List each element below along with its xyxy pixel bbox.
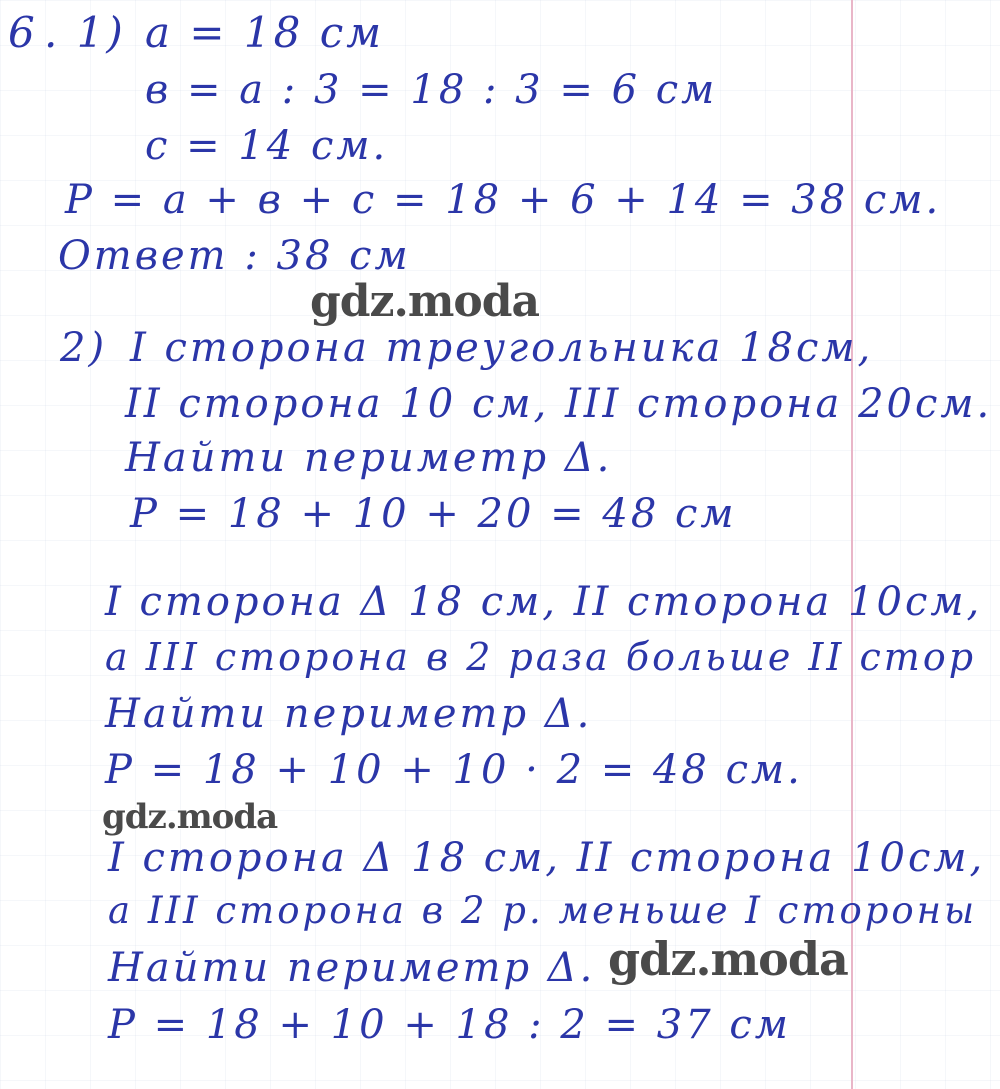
part1-perimeter: Р = а + в + с = 18 + 6 + 14 = 38 см. [65, 177, 942, 223]
variant2-line-4: Р = 18 + 10 + 10 · 2 = 48 см. [105, 747, 803, 793]
task-number: 6 [8, 8, 38, 57]
part2-line-4: Р = 18 + 10 + 20 = 48 см [130, 491, 737, 537]
part2-line-2: II сторона 10 см, III сторона 20см. [125, 381, 993, 427]
part1-label: . 1) [44, 8, 126, 57]
part1-answer: Ответ : 38 см [58, 233, 411, 279]
watermark-middle: gdz.moda [102, 797, 278, 837]
watermark-top: gdz.moda [310, 276, 540, 327]
variant3-line-1: I сторона Δ 18 см, II сторона 10см, [108, 835, 986, 881]
watermark-bottom: gdz.moda [608, 932, 848, 986]
variant3-line-3: Найти периметр Δ. [108, 945, 596, 991]
variant2-line-2: а III сторона в 2 раза больше II стор [105, 635, 977, 679]
part1-line-a: a = 18 см [145, 8, 385, 57]
variant3-line-4: Р = 18 + 10 + 18 : 2 = 37 см [108, 1002, 791, 1048]
part2-label: 2) [60, 325, 108, 371]
part1-line-c: с = 14 см. [145, 123, 389, 169]
part1-line-b: в = а : 3 = 18 : 3 = 6 см [145, 67, 718, 113]
variant2-line-1: I сторона Δ 18 см, II сторона 10см, [105, 579, 983, 625]
part2-line-3: Найти периметр Δ. [125, 435, 613, 481]
variant3-line-2: а III сторона в 2 р. меньше I стороны [108, 889, 978, 932]
variant2-line-3: Найти периметр Δ. [105, 691, 593, 737]
part2-line-1: I сторона треугольника 18см, [130, 325, 874, 371]
